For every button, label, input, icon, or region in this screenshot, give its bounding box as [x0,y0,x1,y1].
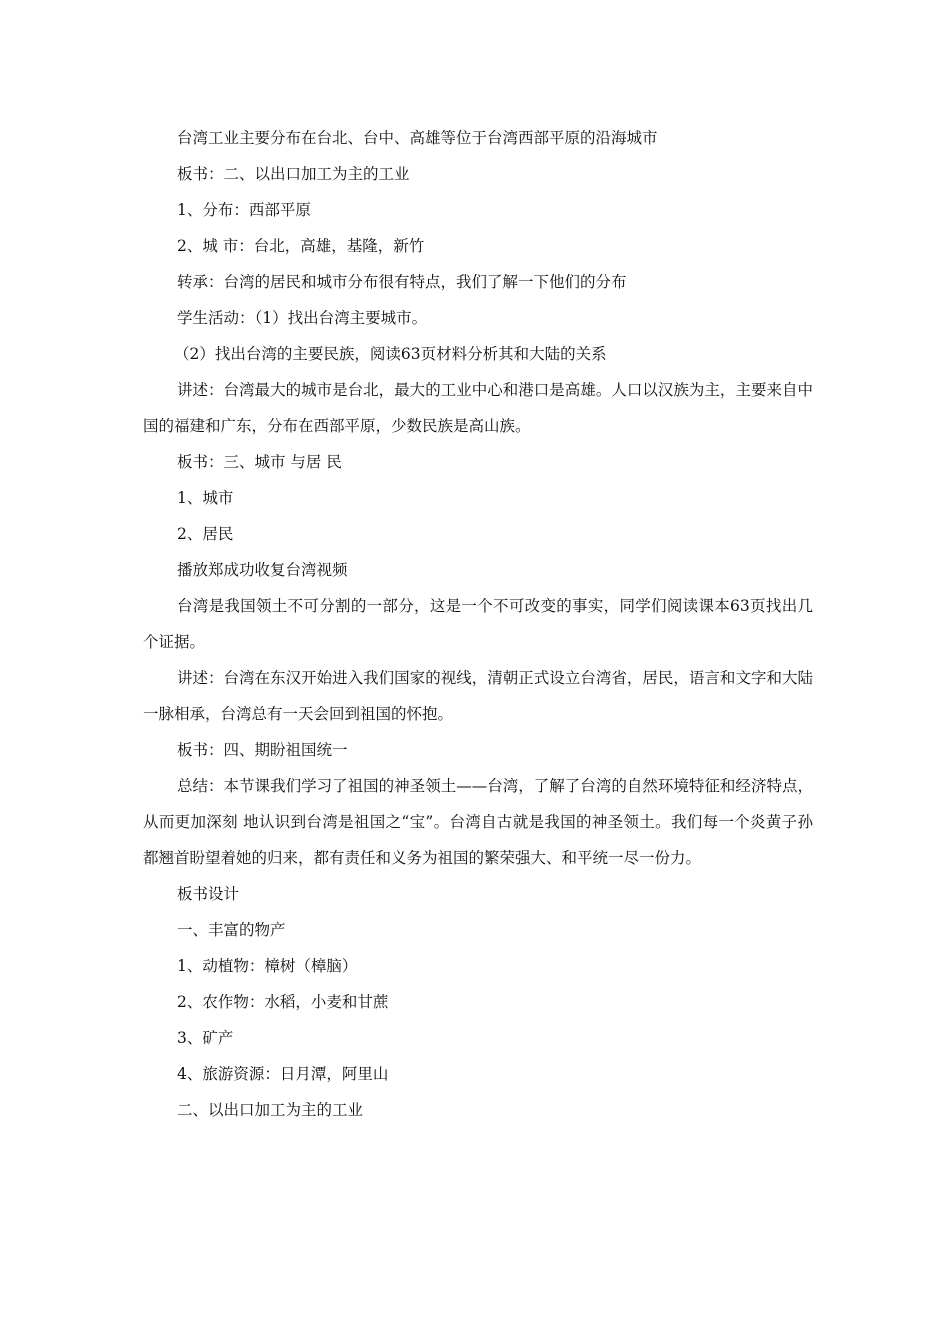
paragraph-minerals: 3、矿产 [177,1029,234,1047]
document-body [143,120,813,1128]
paragraph-industry-distribution: 台湾工业主要分布在台北、台中、高雄等位于台湾西部平原的沿海城市 [177,129,658,147]
paragraph-activity-two: （2）找出台湾的主要民族，阅读63页材料分析其和大陆的关系 [174,345,607,363]
paragraph-student-activity: 学生活动：（1）找出台湾主要城市。 [177,309,428,327]
paragraph-board-design: 板书设计 [177,885,240,903]
paragraph-city: 1、城市 [177,489,234,507]
paragraph-distribution: 1、分布：西部平原 [177,201,311,219]
paragraph-board-three: 板书：三、城市 与居 民 [177,453,342,471]
paragraph-video: 播放郑成功收复台湾视频 [177,561,348,579]
paragraph-export-industry: 二、以出口加工为主的工业 [177,1101,364,1119]
paragraph-rich-products: 一、丰富的物产 [177,921,286,939]
paragraph-narration-cities: 讲述：台湾最大的城市是台北，最大的工业中心和港口是高雄。人口以汉族为主，主要来自中国的福建和广东，分布在西部平原，少数民族是高山族。 [143,381,813,435]
paragraph-crops: 2、农作物：水稻，小麦和甘蔗 [177,993,389,1011]
paragraph-narration-history: 讲述：台湾在东汉开始进入我们国家的视线，清朝正式设立台湾省，居民，语言和文字和大陆一脉相承，台湾总有一天会回到祖国的怀抱。 [143,669,813,723]
paragraph-board-two: 板书：二、以出口加工为主的工业 [177,165,410,183]
paragraph-territory: 台湾是我国领土不可分割的一部分，这是一个不可改变的事实，同学们阅读课本63页找出几个证据。 [143,597,813,651]
paragraph-residents: 2、居民 [177,525,234,543]
paragraph-board-four: 板书：四、期盼祖国统一 [177,741,348,759]
paragraph-plants-animals: 1、动植物：樟树（樟脑） [177,957,358,975]
paragraph-transition: 转承：台湾的居民和城市分布很有特点，我们了解一下他们的分布 [177,273,627,291]
paragraph-cities: 2、城 市：台北，高雄，基隆，新竹 [177,237,425,255]
paragraph-tourism: 4、旅游资源：日月潭，阿里山 [177,1065,389,1083]
paragraph-summary: 总结：本节课我们学习了祖国的神圣领土——台湾，了解了台湾的自然环境特征和经济特点，从而更加深刻 地认识到台湾是祖国之“宝”。台湾自古就是我国的神圣领土。我们每一个炎黄子孙都翘首盼望着她的归来，都有责任和义务为祖国的繁荣强大、和平统一尽一份力。 [143,777,813,867]
